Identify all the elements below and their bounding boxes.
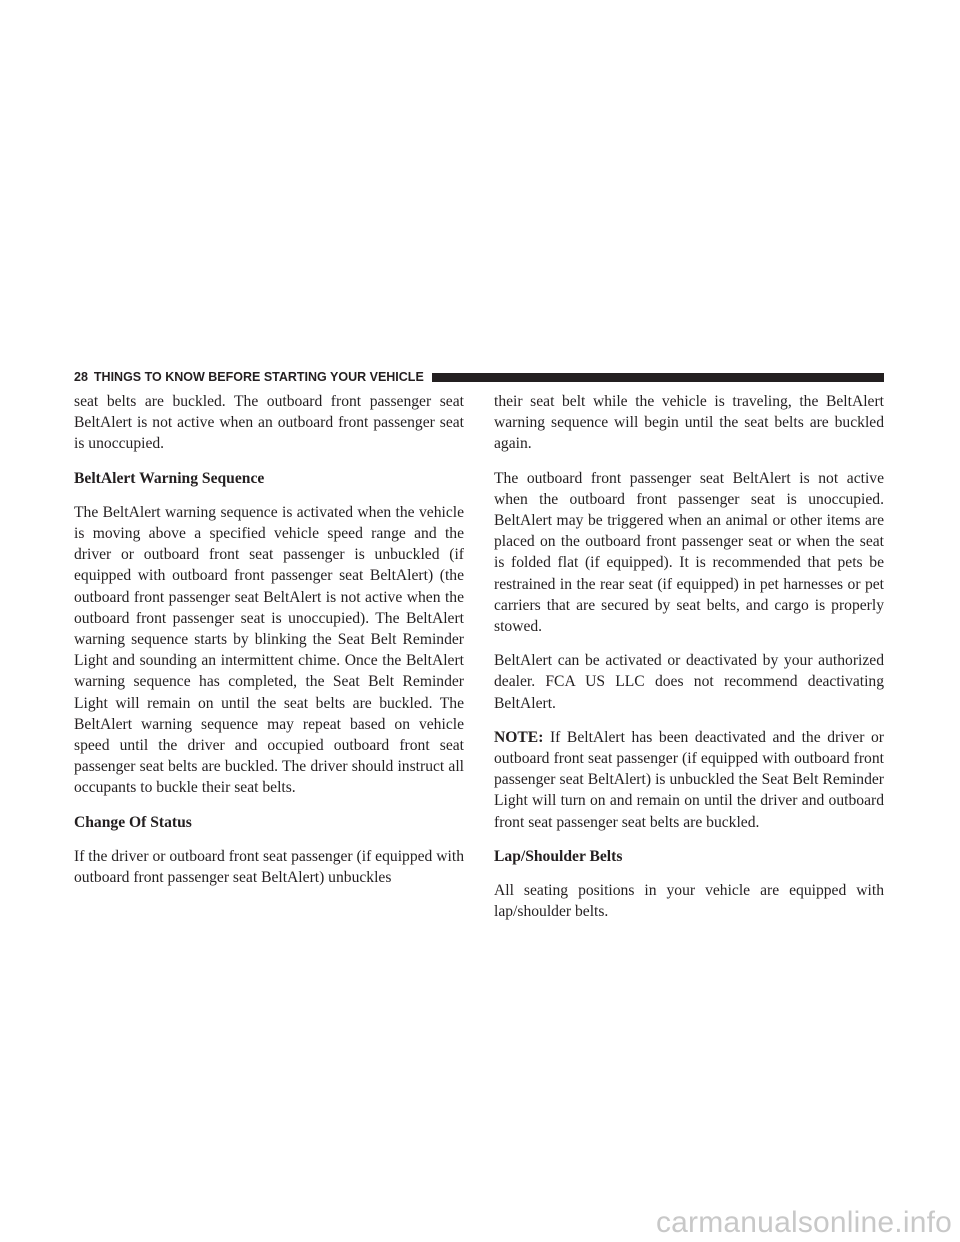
note-text: If BeltAlert has been deactivated and the driver or outboard front seat passenger (if equipped with outboard front passenger seat BeltAlert) is unbuckled the Seat Belt Reminder Light will turn on and remain on until the driver and outboard front seat passenger seat belts are buckled. bbox=[494, 728, 884, 831]
left-column bbox=[74, 391, 464, 901]
paragraph: If the driver or outboard front seat passenger (if equipped with outboard front passenger seat BeltAlert) unbuckles bbox=[74, 847, 464, 887]
subheading-beltalert-warning-sequence: BeltAlert Warning Sequence bbox=[74, 469, 265, 487]
header-rule bbox=[432, 373, 884, 382]
paragraph: The BeltAlert warning sequence is activated when the vehicle is moving above a specified vehicle speed range and the driver or outboard front seat passenger is unbuckled (if equipped with outboard front passenger seat BeltAlert) (the outboard front passenger seat BeltAlert is not active when the outboard front passenger seat is unoccupied). The BeltAlert warning sequence starts by blinking the Seat Belt Reminder Light and sounding an intermittent chime. Once the BeltAlert warning sequence has completed, the Seat Belt Reminder Light will remain on until the seat belts are buckled. The BeltAlert warning sequence may repeat based on vehicle speed until the driver and occupied outboard front seat passenger seat belts are buckled. The driver should instruct all occupants to buckle their seat belts. bbox=[74, 503, 464, 797]
paragraph: seat belts are buckled. The outboard front passenger seat BeltAlert is not active when an outboard front passenger seat is unoccupied. bbox=[74, 393, 464, 453]
section-title: THINGS TO KNOW BEFORE STARTING YOUR VEHICLE bbox=[93, 370, 424, 384]
note-label: NOTE: bbox=[494, 728, 544, 746]
page-number: 28 bbox=[74, 370, 88, 384]
site-watermark: carmanualsonline.info bbox=[655, 1206, 952, 1239]
subheading-change-of-status: Change Of Status bbox=[74, 813, 192, 831]
paragraph: The outboard front passenger seat BeltAlert is not active when the outboard front passenger seat is unoccupied. BeltAlert may be triggered when an animal or other items are placed on the outboard front passenger seat or when the seat is folded flat (if equipped). It is recommended that pets be restrained in the rear seat (if equipped) in pet harnesses or pet carriers that are secured by seat belts, and cargo is properly stowed. bbox=[494, 469, 884, 636]
note-paragraph bbox=[494, 727, 884, 833]
page-header bbox=[74, 369, 884, 385]
paragraph: BeltAlert can be activated or deactivated by your authorized dealer. FCA US LLC does not recommend deactivating BeltAlert. bbox=[494, 652, 884, 712]
paragraph: All seating positions in your vehicle are equipped with lap/shoulder belts. bbox=[494, 882, 884, 921]
subheading-lap-shoulder-belts: Lap/Shoulder Belts bbox=[494, 847, 623, 865]
right-column bbox=[494, 391, 884, 935]
paragraph: their seat belt while the vehicle is traveling, the BeltAlert warning sequence will begin until the seat belts are buckled again. bbox=[494, 393, 884, 453]
